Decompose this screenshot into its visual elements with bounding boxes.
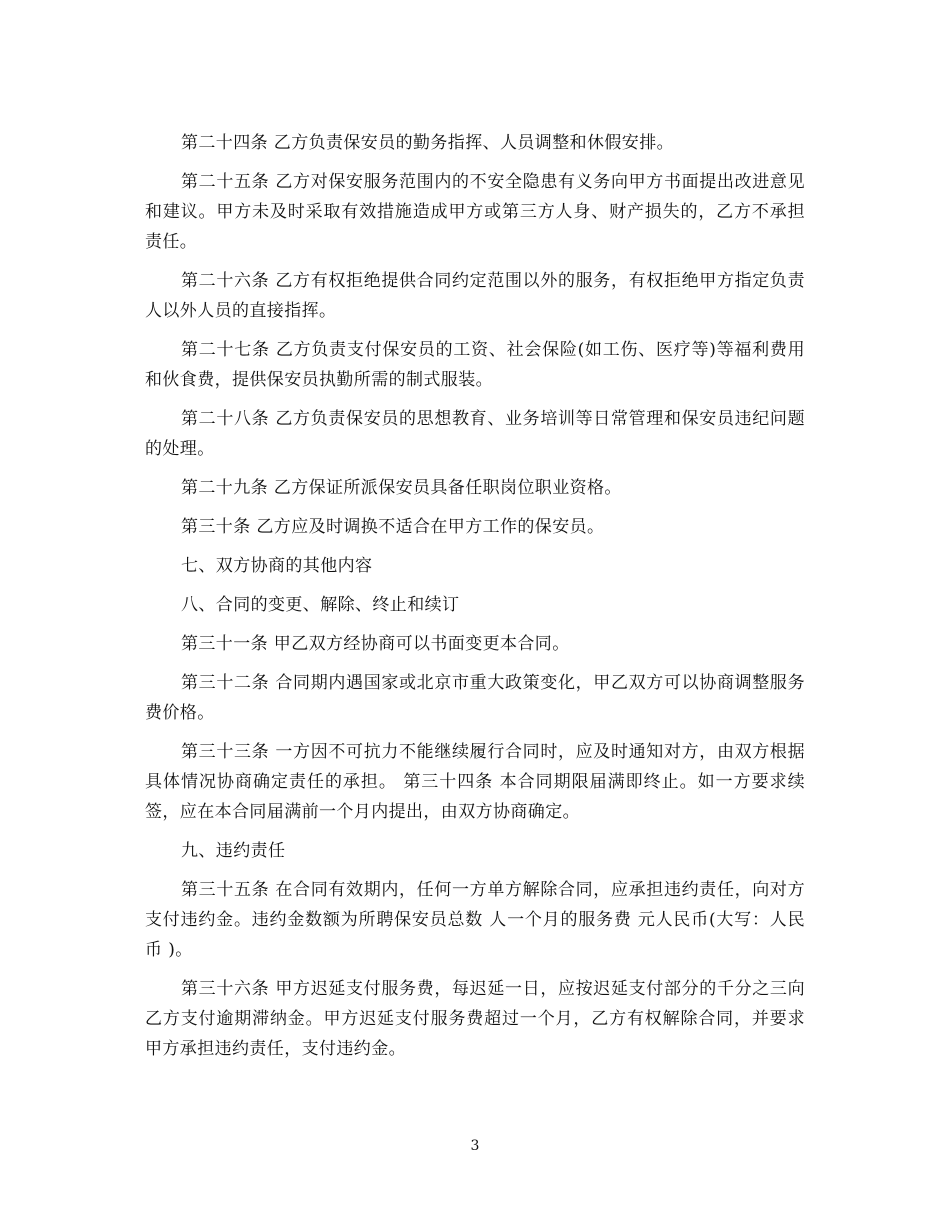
paragraph-article-24: 第二十四条 乙方负责保安员的勤务指挥、人员调整和休假安排。 <box>181 133 675 153</box>
paragraph-article-27: 第二十七条 乙方负责支付保安员的工资、社会保险(如工伤、医疗等)等福利费用和伙食费，提供保安员执勤所需的制式服装。 <box>145 340 805 390</box>
document-body <box>145 128 805 1073</box>
paragraph-article-29: 第二十九条 乙方保证所派保安员具备任职岗位职业资格。 <box>181 478 622 498</box>
paragraph-article-30: 第三十条 乙方应及时调换不适合在甲方工作的保安员。 <box>181 517 605 537</box>
page-number: 3 <box>470 1138 480 1154</box>
paragraph-article-25: 第二十五条 乙方对保安服务范围内的不安全隐患有义务向甲方书面提出改进意见和建议。甲方未及时采取有效措施造成甲方或第三方人身、财产损失的，乙方不承担责任。 <box>145 172 805 252</box>
paragraph-article-35: 第三十五条 在合同有效期内，任何一方单方解除合同，应承担违约责任，向对方支付违约金。违约金数额为所聘保安员总数 人一个月的服务费 元人民币(大写：人民币 )。 <box>145 880 805 960</box>
paragraph-article-32: 第三十二条 合同期内遇国家或北京市重大政策变化，甲乙双方可以协商调整服务费价格。 <box>145 673 805 723</box>
paragraph-article-28: 第二十八条 乙方负责保安员的思想教育、业务培训等日常管理和保安员违纪问题的处理。 <box>145 409 805 459</box>
paragraph-article-33-34: 第三十三条 一方因不可抗力不能继续履行合同时，应及时通知对方，由双方根据具体情况协商确定责任的承担。 第三十四条 本合同期限届满即终止。如一方要求续签，应在本合同届满前一个月内提出，由双方协商确定。 <box>145 742 805 822</box>
section-heading-9: 九、违约责任 <box>181 841 286 861</box>
paragraph-article-36: 第三十六条 甲方迟延支付服务费，每迟延一日，应按迟延支付部分的千分之三向乙方支付逾期滞纳金。甲方迟延支付服务费超过一个月，乙方有权解除合同，并要求甲方承担违约责任，支付违约金。 <box>145 979 805 1059</box>
paragraph-article-26: 第二十六条 乙方有权拒绝提供合同约定范围以外的服务，有权拒绝甲方指定负责人以外人员的直接指挥。 <box>145 271 805 321</box>
paragraph-article-31: 第三十一条 甲乙双方经协商可以书面变更本合同。 <box>181 634 570 654</box>
section-heading-7: 七、双方协商的其他内容 <box>181 556 373 576</box>
section-heading-8: 八、合同的变更、解除、终止和续订 <box>181 595 460 615</box>
